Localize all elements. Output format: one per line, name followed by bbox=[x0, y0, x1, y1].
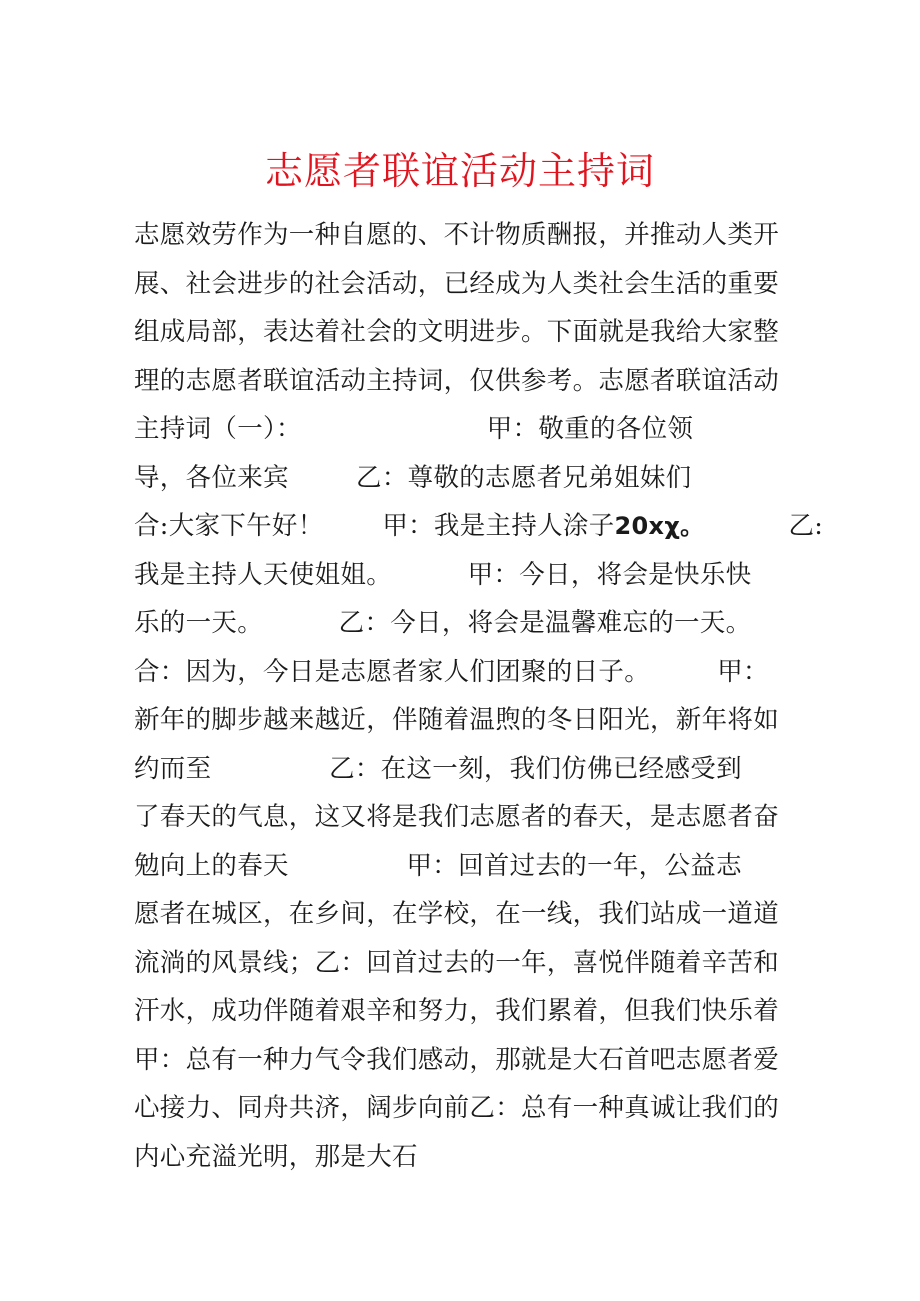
body-line: 心接力、同舟共济，阔步向前乙：总有一种真诚让我们的 bbox=[134, 1093, 780, 1123]
body-line: 乐的一天。 乙：今日，将会是温馨难忘的一天。 bbox=[134, 608, 752, 638]
document-title: 志愿者联谊活动主持词 bbox=[264, 149, 655, 193]
body-line: 勉向上的春天 甲：回首过去的一年，公益志 bbox=[134, 850, 742, 881]
body-line: 我是主持人天使姐姐。 甲：今日，将会是快乐快 bbox=[134, 559, 752, 590]
body-line-text: 合:大家下午好！ 甲：我是主持人涂子 bbox=[134, 511, 615, 541]
body-line: 甲：总有一种力气令我们感动，那就是大石首吧志愿者爱 bbox=[134, 1044, 780, 1075]
document-body bbox=[134, 211, 824, 1181]
body-line: 合：因为，今日是志愿者家人们团聚的日子。 甲： bbox=[134, 656, 769, 687]
body-line: 志愿效劳作为一种自愿的、不计物质酬报，并推动人类开 bbox=[134, 220, 780, 250]
body-line: 愿者在城区，在乡间，在学校，在一线，我们站成一道道 bbox=[134, 899, 780, 929]
body-line: 约而至 乙：在这一刻，我们仿佛已经感受到 bbox=[134, 753, 742, 784]
body-line: 了春天的气息，这又将是我们志愿者的春天，是志愿者奋 bbox=[134, 802, 780, 832]
body-line: 组成局部，表达着社会的文明进步。下面就是我给大家整 bbox=[134, 317, 780, 347]
body-line-text: 乙: bbox=[704, 511, 824, 541]
body-line: 导，各位来宾 乙：尊敬的志愿者兄弟姐妹们 bbox=[134, 462, 692, 493]
body-line: 流淌的风景线；乙：回首过去的一年，喜悦伴随着辛苦和 bbox=[134, 947, 780, 978]
host-name-year: 20xχ。 bbox=[614, 512, 705, 540]
body-line bbox=[134, 502, 824, 551]
body-line: 主持词（一）： 甲：敬重的各位领 bbox=[134, 414, 694, 444]
body-line: 展、社会进步的社会活动，已经成为人类社会生活的重要 bbox=[134, 268, 780, 299]
body-line: 新年的脚步越来越近，伴随着温煦的冬日阳光，新年将如 bbox=[134, 705, 780, 735]
body-line: 内心充溢光明，那是大石 bbox=[134, 1141, 418, 1172]
body-line: 理的志愿者联谊活动主持词，仅供参考。志愿者联谊活动 bbox=[134, 365, 780, 396]
body-line: 汗水，成功伴随着艰辛和努力，我们累着，但我们快乐着 bbox=[134, 996, 780, 1026]
